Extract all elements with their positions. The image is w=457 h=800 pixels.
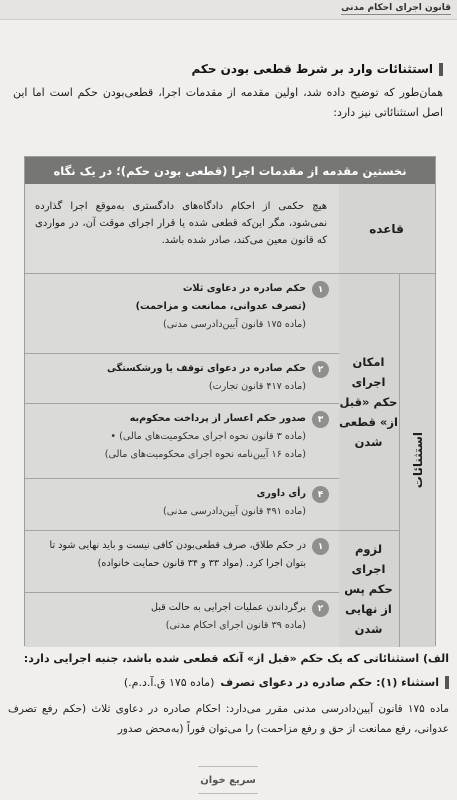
item-number-badge: ۲ [312, 361, 329, 378]
top-bar [0, 0, 457, 20]
footer-logo: سریع خوان [198, 766, 258, 794]
item-title: برگرداندن عملیات اجرایی به حالت قبل [150, 602, 306, 613]
item-title: صدور حکم اعسار از پرداخت محکوم‌به [129, 413, 306, 424]
item-number-badge: ۴ [312, 486, 329, 503]
item-title: در حکم طلاق، صرف قطعی‌بودن کافی نیست و باید نهایی شود تا بتوان اجرا کرد. (مواد ۳۳ و ۳۴ قانون حمایت خانواده) [49, 540, 306, 569]
item-number-badge: ۱ [312, 281, 329, 298]
exceptions-label [399, 274, 435, 647]
item-reference: (ماده ۳۹ قانون اجرای احکام مدنی) [165, 620, 306, 631]
bottom-heading: الف) استثنائاتی که یک حکم «قبل از» آنکه قطعی شده باشد، جنبه اجرایی دارد: [23, 652, 449, 665]
item-title: رأی داوری [256, 488, 306, 499]
item-reference: (ماده ۳ قانون نحوه اجرای محکومیت‌های مالی) • [110, 431, 306, 442]
heading-marker [439, 63, 443, 76]
item-reference: (ماده ۴۱۷ قانون تجارت) [208, 381, 306, 392]
summary-table [24, 156, 436, 646]
item-number-badge: ۳ [312, 411, 329, 428]
list-item [25, 404, 339, 479]
group-label-after-final: لزوم اجرای حکم پس از نهایی شدن [337, 531, 399, 647]
running-head: قانون اجرای احکام مدنی [341, 3, 451, 13]
sub-heading-ref: (ماده ۱۷۵ ق.آ.د.م.) [123, 676, 215, 689]
section-heading-text: استثنائات وارد بر شرط قطعی بودن حکم [191, 62, 433, 76]
group-label-before-final: امکان اجرای حکم «قبل از» قطعی شدن [337, 274, 399, 531]
list-item [25, 479, 339, 531]
item-title: حکم صادره در دعاوی ثلاث [182, 283, 306, 294]
sub-heading-lead: استثناء (۱): حکم صادره در دعوای تصرف [220, 676, 439, 689]
list-item [25, 354, 339, 404]
item-reference: (ماده ۱۷۵ قانون آیین‌دادرسی مدنی) [163, 319, 306, 330]
list-item [25, 274, 339, 354]
item-subtitle: (تصرف عدوانی، ممانعت و مزاحمت) [135, 301, 306, 312]
intro-paragraph: همان‌طور که توضیح داده شد، اولین مقدمه از مقدمات اجرا، قطعی‌بودن حکم است اما این اصل استثنائاتی نیز دارد: [13, 86, 443, 119]
item-number-badge: ۱ [312, 538, 329, 555]
table-title: نخستین مقدمه از مقدمات اجرا (قطعی بودن حکم)؛ در یک نگاه [25, 157, 435, 184]
heading-marker [445, 676, 449, 689]
item-number-badge: ۲ [312, 600, 329, 617]
item-title: حکم صادره در دعوای توقف یا ورشکستگی [106, 363, 306, 374]
item-reference: (ماده ۱۶ آیین‌نامه نحوه اجرای محکومیت‌های مالی) [104, 449, 306, 460]
rule-label: قاعده [337, 184, 435, 274]
list-item [25, 593, 339, 647]
bottom-paragraph: ماده ۱۷۵ قانون آیین‌دادرسی مدنی مقرر می‌دارد: احکام صادره در دعاوی ثلاث (حکم رفع تصرف عدوانی، رفع ممانعت از حق و رفع مزاحمت) را می‌توان فوراً (به‌محض صدور [8, 703, 449, 735]
list-item [25, 531, 339, 593]
section-heading [13, 62, 443, 76]
exceptions-label-text: استثنائات [410, 432, 425, 489]
rule-text: هیچ حکمی از احکام دادگاه‌های دادگستری به‌موقع اجرا گذارده نمی‌شود، مگر این‌که قطعی شده یا قرار اجرای موقت آن، در مواردی که قانون معین می‌کند، صادر شده باشد. [25, 184, 339, 274]
sub-heading [8, 676, 449, 689]
item-reference: (ماده ۴۹۱ قانون آیین‌دادرسی مدنی) [163, 506, 306, 517]
